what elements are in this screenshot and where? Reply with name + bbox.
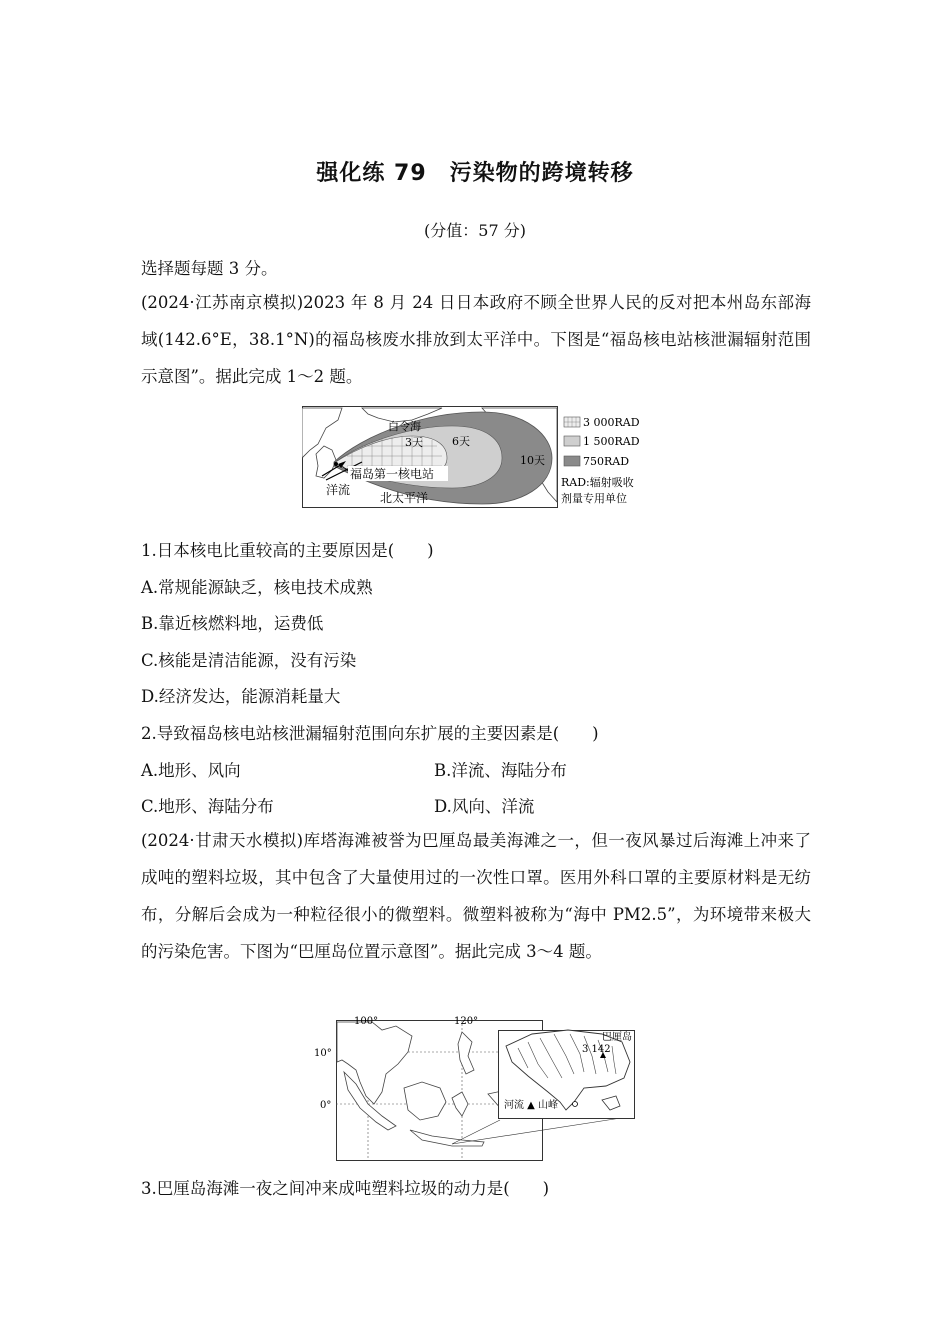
current-label: 洋流 xyxy=(326,483,351,497)
plant-label: 福岛第一核电站 xyxy=(350,467,435,481)
inset-title: 巴厘岛 xyxy=(602,1032,632,1043)
plant-marker xyxy=(334,462,338,466)
passage-2: (2024·甘肃天水模拟)库塔海滩被誉为巴厘岛最美海滩之一，但一夜风暴过后海滩上冲来了成吨的塑料垃圾，其中包含了大量使用过的一次性口罩。医用外科口罩的主要原材料是无纺布，分解后会成为一种粒径很小的微塑料。微塑料被称为“海中 PM2.5”，为环境带来极大的污染危害。下图为“巴厘岛位置示意图”。据此完成 3～4 题。 xyxy=(141,831,811,961)
bali-location-map xyxy=(312,1012,638,1162)
page-title: 强化练 79 污染物的跨境转移 xyxy=(316,161,634,186)
legend-3000: 3 000RAD xyxy=(583,416,640,429)
question-3-stem: 3.巴厘岛海滩一夜之间冲来成吨塑料垃圾的动力是( ) xyxy=(141,1179,550,1198)
question-2-option-b: B.洋流、海陆分布 xyxy=(434,761,567,780)
legend-1500: 1 500RAD xyxy=(583,435,640,448)
question-2-stem: 2.导致福岛核电站核泄漏辐射范围向东扩展的主要因素是( ) xyxy=(141,724,599,743)
intro-text: 选择题每题 3 分。 xyxy=(141,259,278,278)
day6-label: 6天 xyxy=(452,435,470,448)
lat-10-label: 10° xyxy=(314,1048,332,1059)
question-1-option-a: A.常规能源缺乏，核电技术成熟 xyxy=(141,578,373,597)
question-1-option-b: B.靠近核燃料地，运费低 xyxy=(141,614,324,633)
question-1-stem: 1.日本核电比重较高的主要原因是( ) xyxy=(141,541,434,560)
legend-750: 750RAD xyxy=(583,455,630,468)
lon-100-label: 100° xyxy=(354,1016,379,1027)
score-note: (分值：57 分) xyxy=(424,221,526,240)
ocean-label: 北太平洋 xyxy=(380,491,429,505)
question-2-option-c: C.地形、海陆分布 xyxy=(141,797,274,816)
peak-elevation: 3 142 xyxy=(582,1044,611,1055)
legend-note-1: RAD:辐射吸收 xyxy=(561,476,634,489)
passage-1: (2024·江苏南京模拟)2023 年 8 月 24 日日本政府不顾全世界人民的反对把本州岛东部海域(142.6°E，38.1°N)的福岛核废水排放到太平洋中。下图是“福岛核电站核泄漏辐射范围示意图”。据此完成 1～2 题。 xyxy=(141,293,811,386)
map-legend xyxy=(561,416,640,505)
lon-120-label: 120° xyxy=(454,1016,479,1027)
lat-0-label: 0° xyxy=(320,1100,332,1111)
question-1-option-c: C.核能是清洁能源，没有污染 xyxy=(141,651,357,670)
fukushima-radiation-map xyxy=(302,406,644,508)
day3-label: 3天 xyxy=(405,436,423,449)
inset-legend: 河流 ▲ 山峰 xyxy=(504,1100,559,1111)
question-2-option-a: A.地形、风向 xyxy=(141,761,241,780)
legend-note-2: 剂量专用单位 xyxy=(561,492,627,505)
question-1-option-d: D.经济发达，能源消耗量大 xyxy=(141,687,341,706)
question-2-option-d: D.风向、洋流 xyxy=(434,797,535,816)
day10-label: 10天 xyxy=(520,454,545,467)
bering-sea-label: 白令海 xyxy=(388,420,421,433)
